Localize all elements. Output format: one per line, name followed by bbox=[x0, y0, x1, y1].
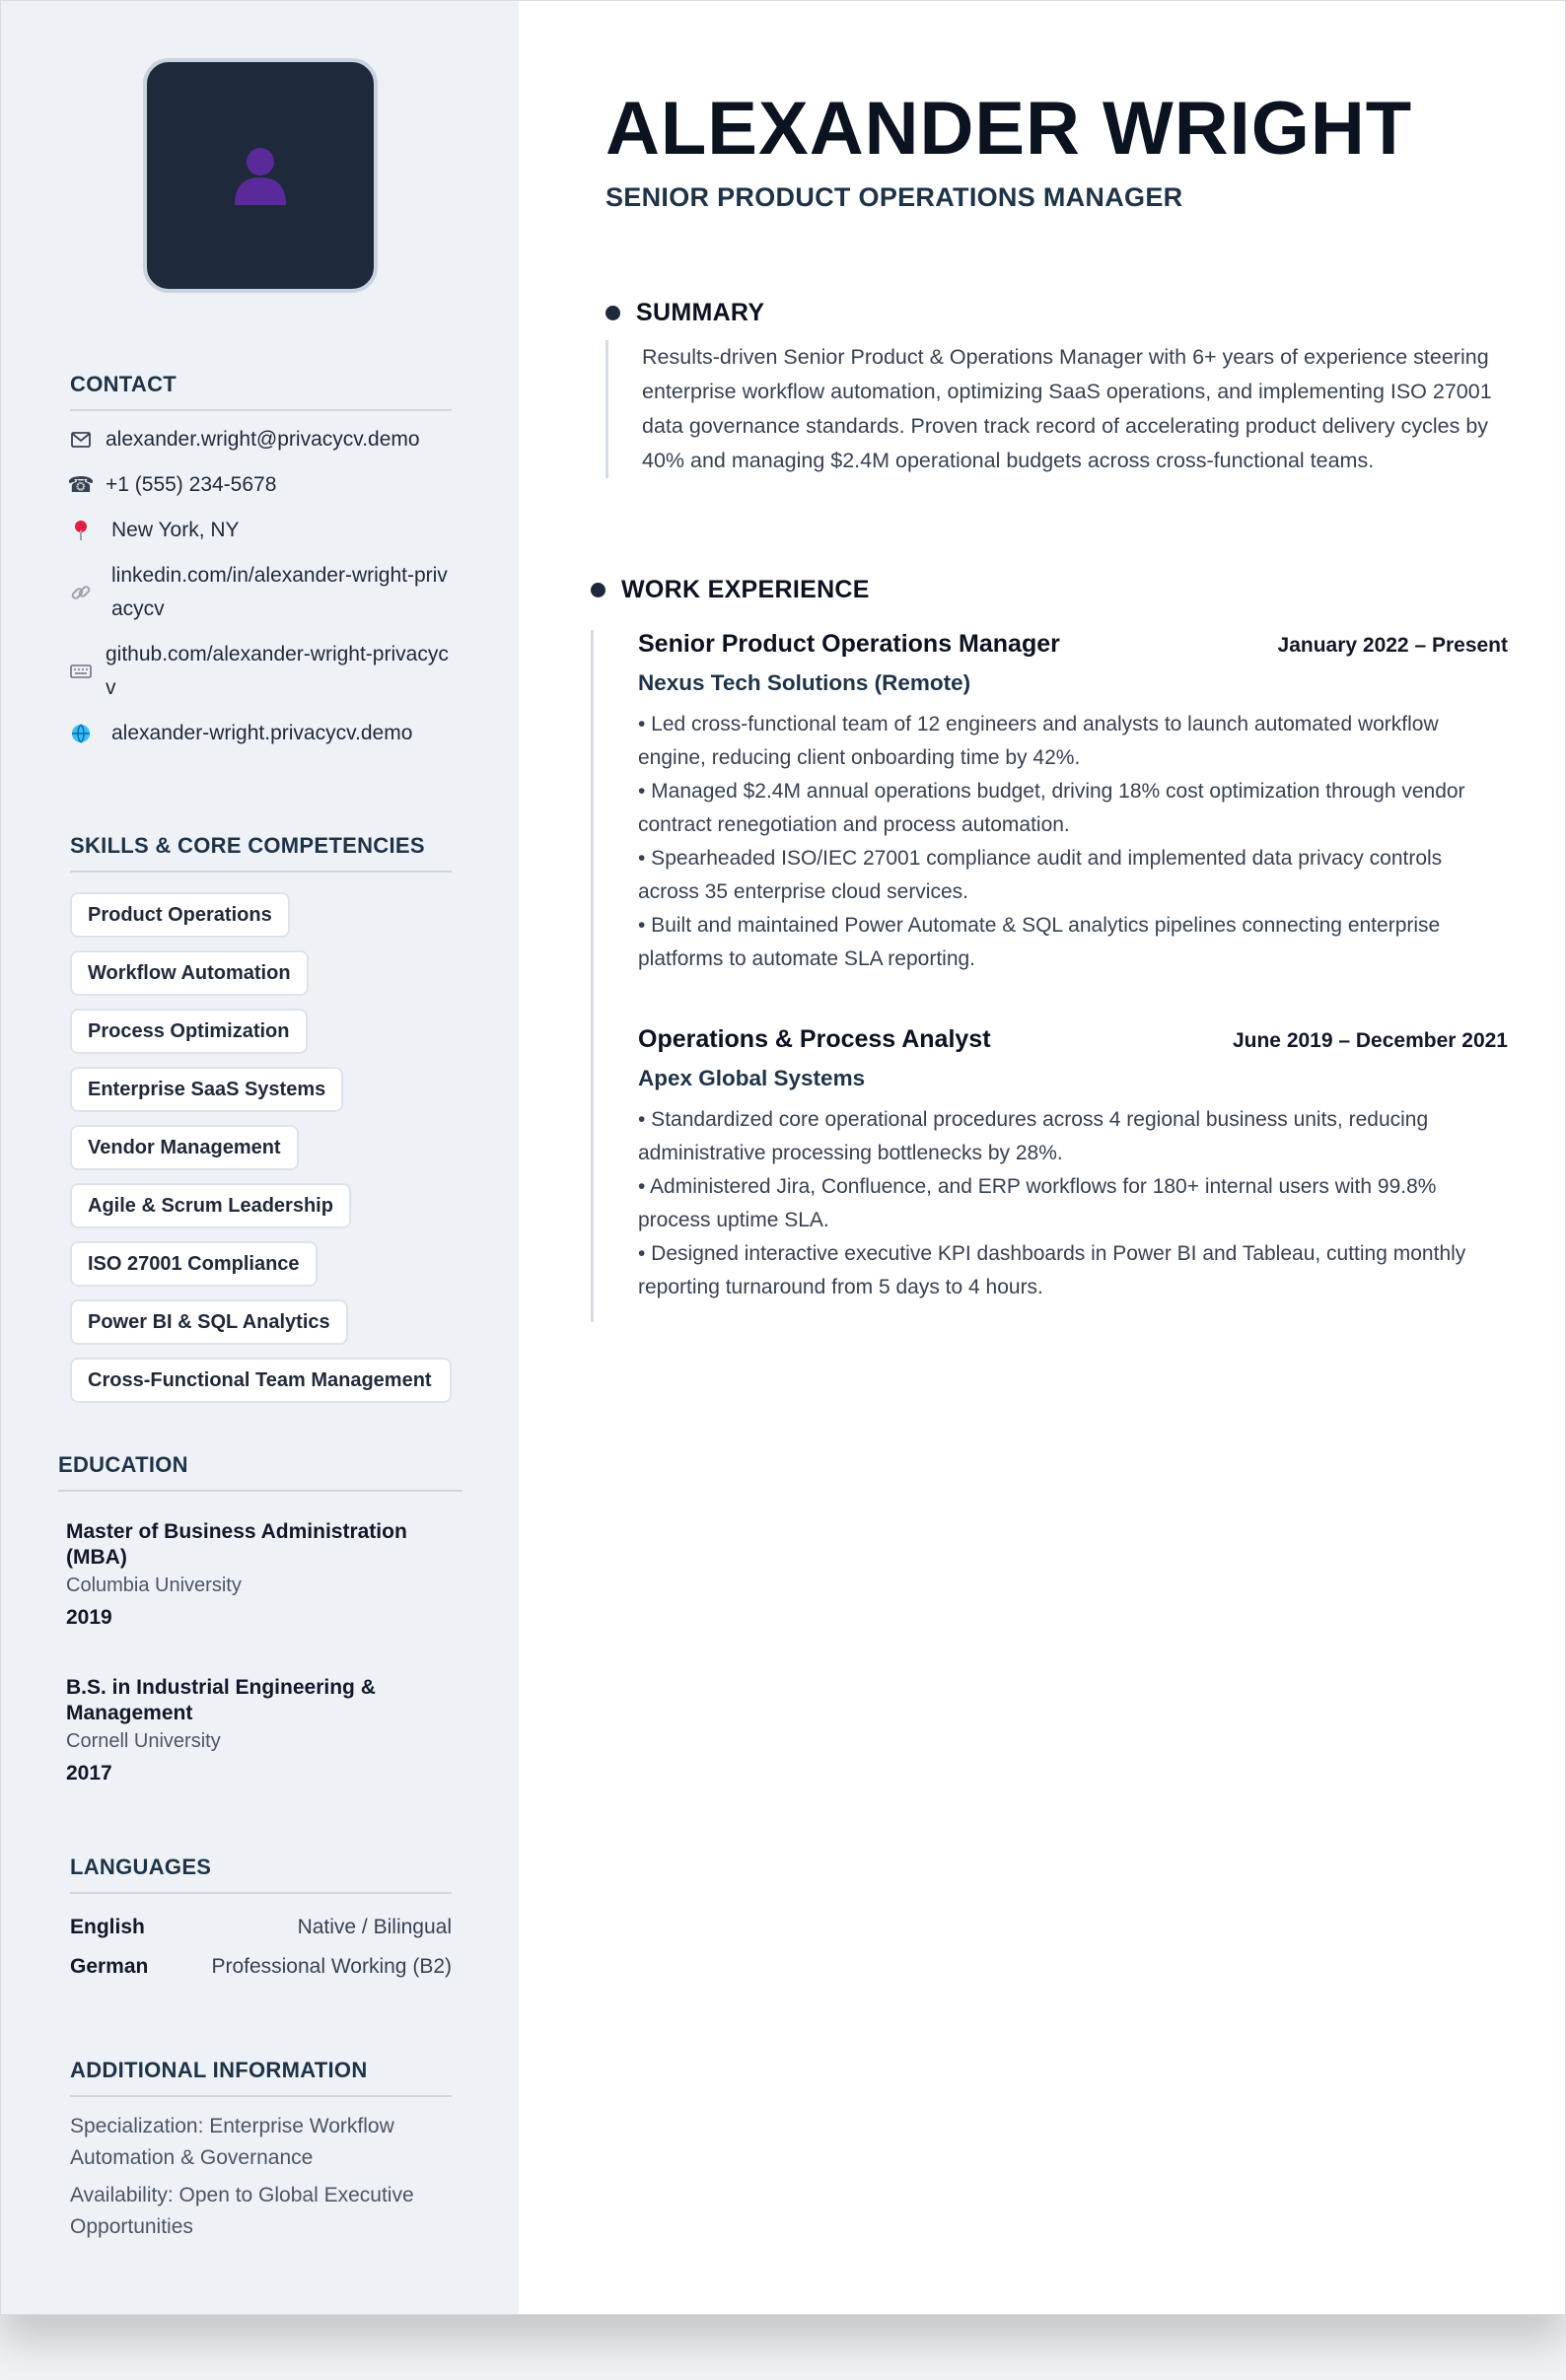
additional-info-title: ADDITIONAL INFORMATION bbox=[70, 2058, 452, 2097]
education-item bbox=[58, 1519, 463, 1636]
globe-icon bbox=[70, 723, 92, 744]
job-dates: January 2022 – Present bbox=[1277, 634, 1508, 657]
education-school: Cornell University bbox=[66, 1730, 221, 1752]
education-title: EDUCATION bbox=[58, 1452, 463, 1492]
job-dates: June 2019 – December 2021 bbox=[1232, 1029, 1508, 1052]
skill-chip: Enterprise SaaS Systems bbox=[70, 1067, 343, 1112]
job-bullet: • Spearheaded ISO/IEC 27001 compliance audit and implemented data privacy controls across 35 enterprise cloud services. bbox=[638, 847, 1443, 903]
summary-text: Results-driven Senior Product & Operations Manager with 6+ years of experience steering enterprise workflow automation, optimizing SaaS operations, and implementing ISO 27001 data governance standards. Proven track record of accelerating product delivery cycles by 40% and managing $2.4M operational budgets across cross-functional teams. bbox=[605, 340, 1493, 478]
education-degree: Master of Business Administration (MBA) bbox=[66, 1520, 407, 1569]
job-title: Senior Product Operations Manager bbox=[638, 630, 1060, 658]
sidebar bbox=[1, 1, 519, 2314]
contact-phone[interactable] bbox=[67, 468, 452, 502]
contact-linkedin-text: linkedin.com/in/alexander-wright-privacycv bbox=[111, 564, 448, 620]
phone-icon: ☎ bbox=[67, 472, 95, 497]
skill-chip: Process Optimization bbox=[70, 1009, 308, 1054]
contact-email-text: alexander.wright@privacycv.demo bbox=[106, 428, 420, 451]
bullet-dot-icon bbox=[605, 306, 620, 320]
language-name: English bbox=[70, 1916, 145, 1938]
language-name: German bbox=[70, 1955, 149, 1978]
contact-github-text: github.com/alexander-wright-privacycv bbox=[106, 643, 449, 699]
contact-title: CONTACT bbox=[70, 372, 452, 411]
language-level: Native / Bilingual bbox=[297, 1916, 452, 1938]
keyboard-icon bbox=[70, 661, 92, 682]
contact-email[interactable] bbox=[70, 423, 452, 456]
education-school: Columbia University bbox=[66, 1575, 242, 1596]
contact-github[interactable] bbox=[70, 638, 452, 705]
language-row bbox=[70, 1947, 452, 1987]
additional-info-section bbox=[70, 2058, 452, 2243]
skill-chip: Vendor Management bbox=[70, 1125, 299, 1170]
education-year: 2017 bbox=[66, 1762, 112, 1785]
education-item bbox=[58, 1675, 463, 1791]
skills-title: SKILLS & CORE COMPETENCIES bbox=[70, 833, 452, 873]
language-level: Professional Working (B2) bbox=[211, 1955, 452, 1978]
bullet-dot-icon bbox=[591, 583, 605, 597]
contact-section bbox=[67, 372, 452, 762]
additional-info-item: Availability: Open to Global Executive Opportunities bbox=[70, 2184, 414, 2238]
contact-website[interactable] bbox=[70, 717, 452, 750]
contact-location bbox=[70, 514, 452, 547]
job-entry bbox=[638, 1025, 1508, 1304]
skill-chip: Power BI & SQL Analytics bbox=[70, 1299, 348, 1345]
location-pin-icon bbox=[70, 520, 92, 541]
job-bullet: • Administered Jira, Confluence, and ERP workflows for 180+ internal users with 99.8% process uptime SLA. bbox=[638, 1175, 1437, 1231]
mail-icon bbox=[70, 429, 92, 451]
education-degree: B.S. in Industrial Engineering & Management bbox=[66, 1676, 376, 1724]
skill-chip: Product Operations bbox=[70, 892, 290, 938]
language-row bbox=[70, 1908, 452, 1947]
contact-website-text: alexander-wright.privacycv.demo bbox=[111, 722, 413, 744]
languages-section bbox=[70, 1855, 452, 1987]
link-icon bbox=[70, 582, 92, 603]
job-company: Apex Global Systems bbox=[638, 1066, 866, 1090]
user-silhouette-icon bbox=[231, 144, 290, 207]
languages-title: LANGUAGES bbox=[70, 1855, 452, 1894]
additional-info-item: Specialization: Enterprise Workflow Automation & Governance bbox=[70, 2115, 394, 2169]
education-year: 2019 bbox=[66, 1606, 112, 1629]
job-bullet: • Designed interactive executive KPI dashboards in Power BI and Tableau, cutting monthly reporting turnaround from 5 days to 4 hours. bbox=[638, 1242, 1466, 1298]
skill-chip: Workflow Automation bbox=[70, 950, 309, 996]
job-entry bbox=[638, 630, 1508, 976]
candidate-name: ALEXANDER WRIGHT bbox=[605, 87, 1413, 171]
contact-phone-text: +1 (555) 234-5678 bbox=[106, 473, 277, 496]
job-title: Operations & Process Analyst bbox=[638, 1025, 991, 1053]
skills-section bbox=[70, 833, 452, 1416]
contact-linkedin[interactable] bbox=[70, 559, 452, 626]
job-bullet: • Managed $2.4M annual operations budget, driving 18% cost optimization through vendor contract renegotiation and process automation. bbox=[638, 780, 1465, 836]
work-heading bbox=[591, 576, 870, 604]
skill-chip: Agile & Scrum Leadership bbox=[70, 1183, 351, 1228]
work-timeline bbox=[591, 630, 1508, 1322]
job-company: Nexus Tech Solutions (Remote) bbox=[638, 670, 971, 695]
job-bullet: • Built and maintained Power Automate & SQL analytics pipelines connecting enterprise platforms to automate SLA reporting. bbox=[638, 914, 1441, 970]
job-bullet: • Led cross-functional team of 12 engineers and analysts to launch automated workflow engine, reducing client onboarding time by 42%. bbox=[638, 713, 1439, 769]
summary-heading bbox=[605, 299, 764, 327]
candidate-role: SENIOR PRODUCT OPERATIONS MANAGER bbox=[605, 182, 1183, 212]
main-content bbox=[519, 1, 1565, 2314]
skill-chip: Cross-Functional Team Management bbox=[70, 1358, 452, 1403]
work-title: WORK EXPERIENCE bbox=[621, 576, 870, 603]
job-bullet: • Standardized core operational procedures across 4 regional business units, reducing administrative processing bottlenecks by 28%. bbox=[638, 1108, 1429, 1164]
education-section bbox=[58, 1452, 463, 1791]
skill-chip: ISO 27001 Compliance bbox=[70, 1241, 318, 1287]
summary-title: SUMMARY bbox=[636, 299, 765, 326]
profile-photo bbox=[143, 58, 378, 293]
contact-location-text: New York, NY bbox=[111, 519, 240, 541]
